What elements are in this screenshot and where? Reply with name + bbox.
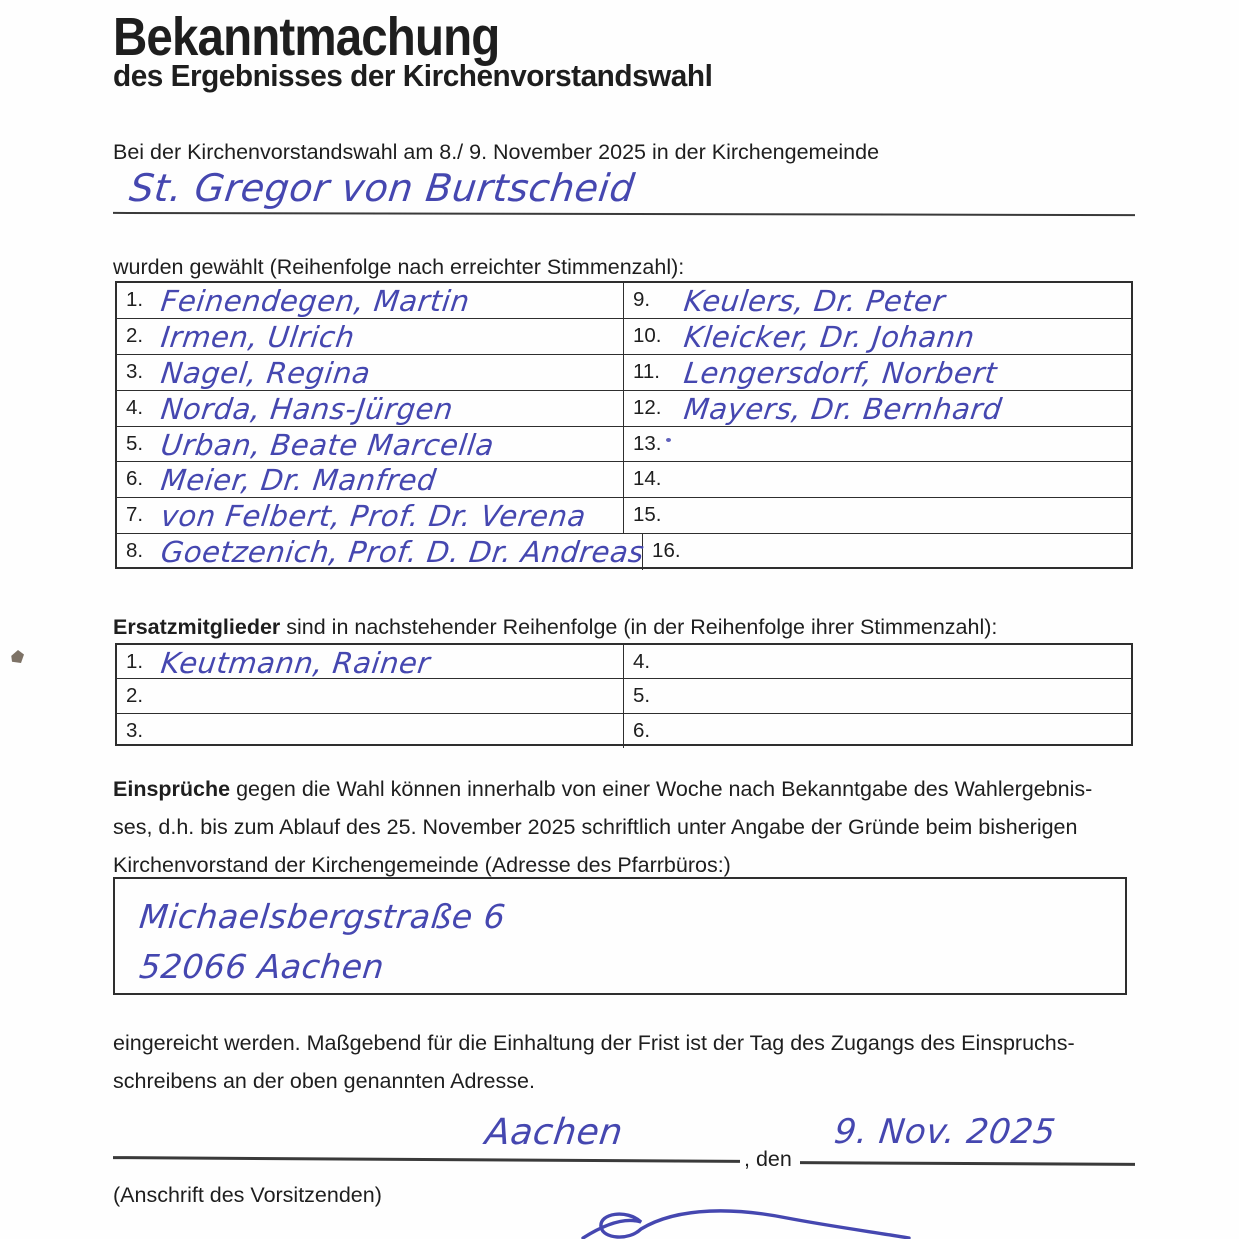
cell-number: 16. [652, 539, 681, 563]
elected-lead: wurden gewählt (Reihenfolge nach erreichter Stimmenzahl): [113, 255, 685, 279]
date-label: , den [744, 1147, 792, 1171]
handwritten-name: Urban, Beate Marcella [159, 427, 497, 462]
intro-line: Bei der Kirchenvorstandswahl am 8./ 9. November 2025 in der Kirchengemeinde [113, 140, 880, 164]
objection-line-1-rest: gegen die Wahl können innerhalb von einer Woche nach Bekanntgabe des Wahlergebnis- [230, 777, 1093, 801]
handwritten-name: Goetzenich, Prof. D. Dr. Andreas [159, 535, 647, 570]
substitute-cell-5 [624, 679, 1131, 712]
parish-name-handwritten [127, 165, 638, 211]
elected-cell-8 [117, 534, 647, 570]
substitutes-lead-bold: Ersatzmitglieder [113, 615, 281, 639]
cell-number: 1. [126, 650, 144, 673]
handwritten-name: Lengersdorf, Norbert [682, 355, 999, 390]
cell-number: 9. [633, 288, 651, 311]
cell-number: 3. [126, 359, 144, 383]
cell-number: 5. [126, 431, 144, 455]
elected-cell-12 [624, 391, 1131, 426]
elected-cell-2 [117, 319, 624, 354]
substitute-cell-6 [624, 714, 1131, 748]
handwritten-name: Keulers, Dr. Peter [682, 284, 948, 318]
table-row [117, 534, 1131, 570]
table-row [117, 498, 1131, 534]
substitutes-lead [113, 608, 997, 646]
table-row [117, 355, 1131, 391]
elected-cell-10 [624, 319, 1131, 354]
objection-line-3: Kirchenvorstand der Kirchengemeinde (Adresse des Pfarrbüros:) [113, 853, 731, 877]
handwritten-name: Nagel, Regina [159, 355, 373, 390]
substitute-cell-1 [117, 645, 624, 678]
handwritten-name: Keutmann, Rainer [159, 646, 433, 680]
substitutes-lead-rest: sind in nachstehender Reihenfolge (in der Reihenfolge ihrer Stimmenzahl): [280, 615, 998, 639]
handwritten-address-city: 52066 Aachen [137, 947, 387, 986]
table-row [117, 283, 1131, 319]
objection-paragraph [113, 770, 1092, 884]
table-row [117, 462, 1131, 498]
table-row [117, 319, 1131, 355]
cell-number: 14. [633, 467, 662, 491]
cell-number: 5. [633, 684, 651, 708]
table-row [117, 427, 1131, 463]
cell-number: 6. [633, 718, 651, 742]
cell-number: 10. [633, 323, 662, 347]
cell-number: 3. [126, 718, 144, 742]
cell-number: 11. [633, 359, 660, 383]
cell-number: 13. [633, 431, 662, 455]
cell-number: 2. [126, 684, 144, 708]
handwritten-date [832, 1112, 1058, 1152]
handwritten-place [483, 1112, 626, 1153]
handwritten-name: Mayers, Dr. Bernhard [682, 391, 1005, 426]
cell-number: 6. [126, 467, 144, 491]
stray-ink-dot [666, 438, 671, 442]
table-row [117, 645, 1131, 679]
handwritten-name: Irmen, Ulrich [159, 319, 357, 354]
elected-cell-15 [624, 498, 1131, 533]
address-box [113, 877, 1127, 995]
elected-cell-7 [117, 498, 624, 533]
handwritten-place-text: Aachen [483, 1112, 626, 1153]
substitute-cell-2 [117, 679, 624, 712]
objection-line-2: ses, d.h. bis zum Ablauf des 25. November 2025 schriftlich unter Angabe der Gründe beim bisherigen [113, 815, 1078, 839]
table-row [117, 679, 1131, 713]
elected-cell-16 [643, 534, 1131, 570]
substitute-cell-4 [624, 645, 1131, 678]
elected-cell-4 [117, 391, 624, 426]
scan-smudge-artifact [9, 650, 24, 663]
elected-cell-6 [117, 462, 624, 497]
handwritten-name: Kleicker, Dr. Johann [682, 319, 977, 354]
elected-cell-13 [624, 427, 1131, 462]
document-subtitle: des Ergebnisses der Kirchenvorstandswahl [113, 58, 713, 93]
elected-cell-14 [624, 462, 1131, 497]
objection-lead-bold: Einsprüche [113, 777, 231, 801]
cell-number: 1. [126, 288, 144, 311]
table-row [117, 714, 1131, 748]
elected-cell-3 [117, 355, 624, 390]
elected-cell-5 [117, 427, 624, 462]
handwritten-address-street: Michaelsbergstraße 6 [137, 897, 508, 936]
parish-underline [113, 212, 1135, 216]
cell-number: 4. [633, 650, 651, 673]
handwritten-name: Norda, Hans-Jürgen [159, 391, 456, 426]
handwritten-name: von Felbert, Prof. Dr. Verena [159, 499, 588, 534]
handwritten-name: Meier, Dr. Manfred [159, 463, 439, 498]
elected-cell-1 [117, 283, 624, 318]
place-signature-line [113, 1156, 740, 1162]
cell-number: 8. [126, 539, 144, 563]
cell-number: 15. [633, 503, 662, 527]
cell-number: 12. [633, 395, 662, 419]
date-signature-line [800, 1161, 1135, 1165]
closing-paragraph [113, 1024, 1075, 1100]
elected-table [115, 281, 1133, 569]
closing-line-1: eingereicht werden. Maßgebend für die Einhaltung der Frist ist der Tag des Zugangs des Einspruchs- [113, 1031, 1075, 1055]
substitutes-table [115, 643, 1133, 746]
parish-name-text: St. Gregor von Burtscheid [127, 166, 638, 210]
handwritten-date-text: 9. Nov. 2025 [832, 1112, 1058, 1152]
cell-number: 2. [126, 323, 144, 347]
partial-signature-stroke [575, 1186, 915, 1239]
table-row [117, 391, 1131, 427]
handwritten-name: Feinendegen, Martin [159, 284, 472, 318]
substitute-cell-3 [117, 714, 624, 748]
elected-cell-9 [624, 283, 1131, 318]
cell-number: 4. [126, 395, 144, 419]
closing-line-2: schreibens an der oben genannten Adresse. [113, 1069, 535, 1093]
document-title: Bekanntmachung [113, 7, 500, 67]
chairman-address-caption: (Anschrift des Vorsitzenden) [113, 1183, 382, 1207]
objection-line-1 [113, 770, 1092, 808]
cell-number: 7. [126, 503, 144, 527]
elected-cell-11 [624, 355, 1131, 390]
